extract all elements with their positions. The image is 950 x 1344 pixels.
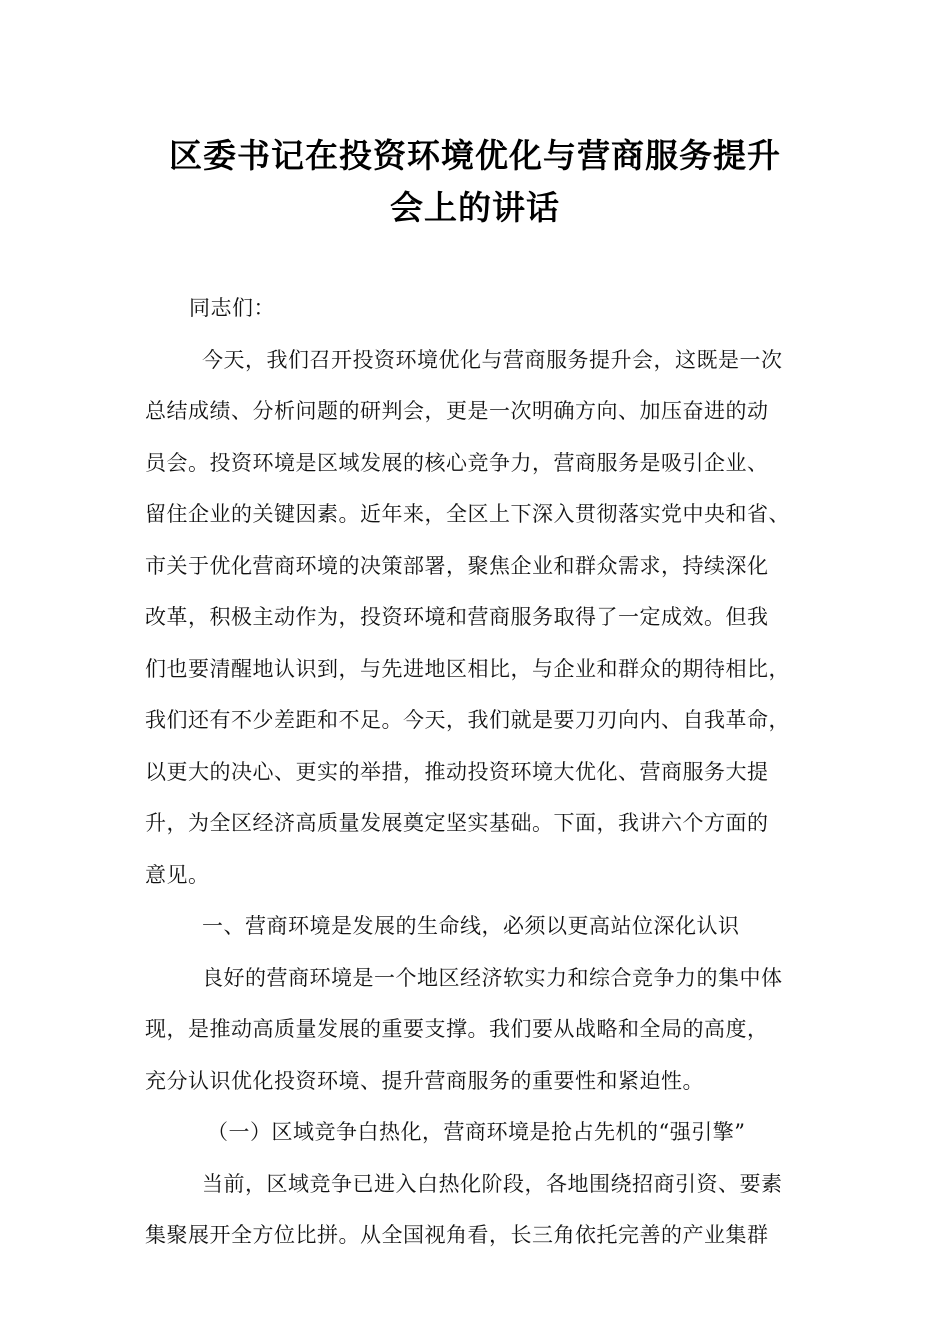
paragraph-line: 集聚展开全方位比拼。从全国视角看，长三角依托完善的产业集群 <box>145 1223 769 1247</box>
paragraph-line: 当前，区域竞争已进入白热化阶段，各地围绕招商引资、要素 <box>202 1171 783 1196</box>
salutation: 同志们： <box>189 296 275 320</box>
paragraph-line: 总结成绩、分析问题的研判会，更是一次明确方向、加压奋进的动 <box>145 399 769 423</box>
paragraph-line: 市关于优化营商环境的决策部署，聚焦企业和群众需求，持续深化 <box>145 553 769 578</box>
paragraph-line: 员会。投资环境是区域发展的核心竞争力，营商服务是吸引企业、 <box>145 450 769 475</box>
paragraph-line: 充分认识优化投资环境、提升营商服务的重要性和紧迫性。 <box>145 1068 704 1093</box>
paragraph-line: 意见。 <box>145 862 210 887</box>
section-heading: 一、营商环境是发展的生命线，必须以更高站位深化认识 <box>202 914 740 938</box>
paragraph-line: 升，为全区经济高质量发展奠定坚实基础。下面，我讲六个方面的 <box>145 811 769 835</box>
paragraph-line: 留住企业的关键因素。近年来，全区上下深入贯彻落实党中央和省、 <box>145 502 790 526</box>
paragraph-line: 今天，我们召开投资环境优化与营商服务提升会，这既是一次 <box>202 347 783 372</box>
document-title-line-2: 会上的讲话 <box>390 188 560 227</box>
paragraph-line: 以更大的决心、更实的举措，推动投资环境大优化、营商服务大提 <box>145 759 769 784</box>
paragraph-line: 我们还有不少差距和不足。今天，我们就是要刀刃向内、自我革命， <box>145 708 790 732</box>
document-body <box>145 283 835 1262</box>
paragraph-line: 改革，积极主动作为，投资环境和营商服务取得了一定成效。但我 <box>145 605 769 629</box>
paragraph-line: 们也要清醒地认识到，与先进地区相比，与企业和群众的期待相比， <box>145 656 790 681</box>
subsection-heading: （一）区域竞争白热化，营商环境是抢占先机的“强引擎” <box>207 1120 746 1144</box>
document-title-line-1: 区委书记在投资环境优化与营商服务提升 <box>169 136 781 175</box>
paragraph-line: 良好的营商环境是一个地区经济软实力和综合竞争力的集中体 <box>202 965 783 990</box>
paragraph-line: 现，是推动高质量发展的重要支撑。我们要从战略和全局的高度， <box>145 1017 769 1041</box>
